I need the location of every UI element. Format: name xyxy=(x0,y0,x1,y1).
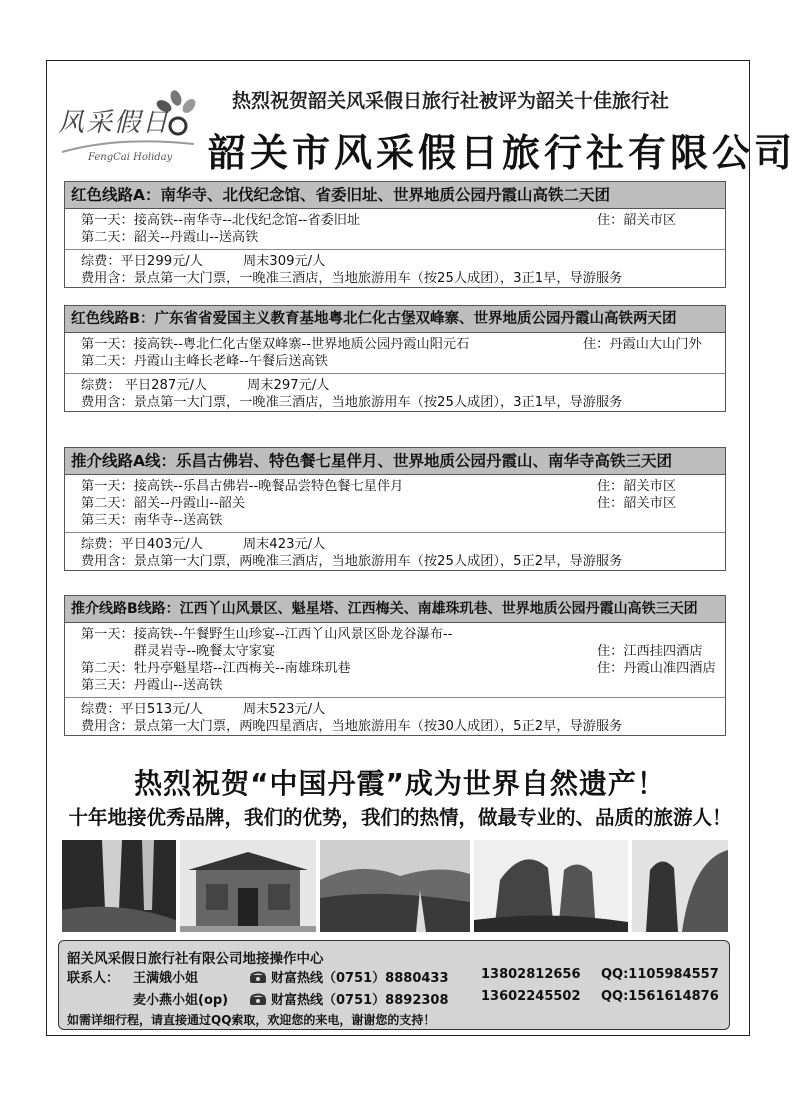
qq-2[interactable]: QQ:1561614876 xyxy=(601,989,719,1004)
price-row: 综费：平日513元/人 周末523元/人 xyxy=(81,702,326,717)
itinerary-day: 第二天：韶关--丹霞山--送高铁 xyxy=(81,230,259,245)
route-recommend-a xyxy=(64,447,726,571)
header-slogan: 热烈祝贺韶关风采假日旅行社被评为韶关十佳旅行社 xyxy=(232,90,670,112)
itinerary-day: 第二天：牡丹亭魁星塔--江西梅关--南雄珠玑巷 住：丹霞山准四酒店 xyxy=(81,661,716,676)
itinerary-day: 第三天：丹霞山--送高铁 xyxy=(81,678,223,693)
qq-1[interactable]: QQ:1105984557 xyxy=(601,967,719,982)
route-recommend-b xyxy=(64,595,726,736)
company-logo xyxy=(58,82,198,174)
phone-icon xyxy=(249,992,267,1006)
hotline-1[interactable]: 财富热线（0751）8880433 xyxy=(249,967,449,986)
itinerary-day: 第一天：接高铁--午餐野生山珍宴--江西丫山风景区卧龙谷瀑布-- xyxy=(81,627,453,642)
banner-heritage: 热烈祝贺“中国丹霞”成为世界自然遗产！ xyxy=(134,767,666,800)
route-title: 红色线路A：南华寺、北伐纪念馆、省委旧址、世界地质公园丹霞山高铁二天团 xyxy=(65,182,725,209)
phone-icon xyxy=(249,970,267,984)
route-title: 推介线路B线路：江西丫山风景区、魁星塔、江西梅关、南雄珠玑巷、世界地质公园丹霞山高铁三天团 xyxy=(65,596,725,623)
contact-box xyxy=(58,940,730,1030)
photo-temple xyxy=(180,840,316,932)
contact-label: 联系人： xyxy=(67,971,120,986)
contact-center: 韶关风采假日旅行社有限公司地接操作中心 xyxy=(67,951,324,967)
logo-text: 风采假日 xyxy=(58,108,171,138)
company-name: 韶关市风采假日旅行社有限公司 xyxy=(208,130,797,175)
itinerary-day: 第三天：南华寺--送高铁 xyxy=(81,513,223,528)
includes-row: 费用含：景点第一大门票，一晚准三酒店，当地旅游用车（按25人成团），3正1早，导游服务 xyxy=(81,395,623,410)
contact-footer: 如需详细行程，请直接通过QQ索取，欢迎您的来电，谢谢您的支持！ xyxy=(67,1013,436,1027)
logo-english: FengCai Holiday xyxy=(88,152,173,163)
price-row: 综费：平日403元/人 周末423元/人 xyxy=(81,537,326,552)
itinerary-day: 群灵岩寺--晚餐太守家宴 住：江西挂四酒店 xyxy=(81,644,703,659)
hotline-2[interactable]: 财富热线（0751）8892308 xyxy=(249,989,449,1008)
itinerary-day: 第一天：接高铁--南华寺--北伐纪念馆--省委旧址 住：韶关市区 xyxy=(81,213,677,228)
itinerary-day: 第二天：丹霞山主峰长老峰--午餐后送高铁 xyxy=(81,354,328,369)
itinerary-day: 第一天：接高铁--乐昌古佛岩--晚餐品尝特色餐七星伴月 住：韶关市区 xyxy=(81,479,677,494)
itinerary-day: 第二天：韶关--丹霞山--韶关 住：韶关市区 xyxy=(81,496,677,511)
route-title: 推介线路A线：乐昌古佛岩、特色餐七星伴月、世界地质公园丹霞山、南华寺高铁三天团 xyxy=(65,448,725,475)
photo-waterfall xyxy=(62,840,176,932)
contact-person-1: 王满娥小姐 xyxy=(133,971,199,986)
includes-row: 费用含：景点第一大门票，两晚四星酒店，当地旅游用车（按30人成团），5正2早，导游服务 xyxy=(81,719,623,734)
route-title: 红色线路B：广东省省爱国主义教育基地粤北仁化古堡双峰寨、世界地质公园丹霞山高铁两天团 xyxy=(65,306,725,333)
price-row: 综费：平日299元/人 周末309元/人 xyxy=(81,254,326,269)
photo-mountain-valley xyxy=(320,840,470,932)
includes-row: 费用含：景点第一大门票，两晚准三酒店，当地旅游用车（按25人成团），5正2早，导游服务 xyxy=(81,554,623,569)
route-red-a xyxy=(64,181,726,288)
mobile-1[interactable]: 13802812656 xyxy=(481,967,581,982)
price-row: 综费： 平日287元/人 周末297元/人 xyxy=(81,378,330,393)
itinerary-day: 第一天：接高铁--粤北仁化古堡双峰寨--世界地质公园丹霞山阳元石 住：丹霞山大山门外 xyxy=(81,337,702,352)
contact-person-2: 麦小燕小姐(op) xyxy=(133,993,229,1008)
includes-row: 费用含：景点第一大门票，一晚准三酒店，当地旅游用车（按25人成团），3正1早，导游服务 xyxy=(81,271,623,286)
mobile-2[interactable]: 13602245502 xyxy=(481,989,581,1004)
photo-yangyuan-stone xyxy=(632,840,728,932)
photo-danxia-rocks xyxy=(474,840,628,932)
photo-strip xyxy=(62,840,728,932)
route-red-b xyxy=(64,305,726,412)
banner-tagline: 十年地接优秀品牌，我们的优势，我们的热情，做最专业的、品质的旅游人！ xyxy=(68,806,732,829)
